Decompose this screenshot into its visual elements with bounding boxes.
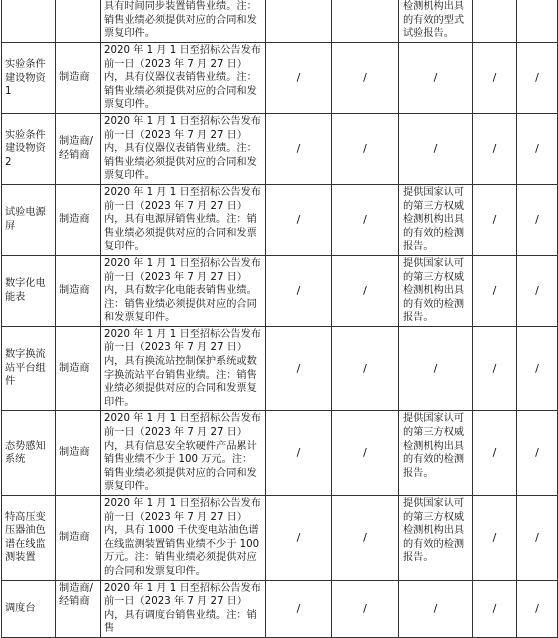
requirement-cell-5 bbox=[332, 0, 399, 43]
table-row bbox=[2, 326, 558, 411]
table-row bbox=[2, 113, 558, 184]
requirement-cell-8 bbox=[517, 0, 558, 43]
requirement-cell-7: / bbox=[473, 43, 517, 114]
requirement-cell-4: / bbox=[266, 184, 332, 255]
requirement-cell-7: / bbox=[473, 184, 517, 255]
supplier-type-cell: 制造商 bbox=[56, 411, 101, 496]
requirement-cell-5: / bbox=[332, 255, 399, 326]
requirement-cell-7: / bbox=[473, 580, 517, 637]
requirement-cell-4: / bbox=[266, 113, 332, 184]
performance-requirement-cell: 2020 年 1 月 1 日至招标公告发布前一日（2023 年 7 月 27 日）内，具有数字化电能表销售业绩。注：销售业绩必须提供对应的合同和发票复印件。 bbox=[101, 255, 266, 326]
requirement-cell-5: / bbox=[332, 496, 399, 581]
product-name-cell: 数字换流站平台组件 bbox=[2, 326, 56, 411]
performance-requirement-cell: 具有时间同步装置销售业绩。注：销售业绩必须提供对应的合同和发票复印件。 bbox=[101, 0, 266, 43]
supplier-type-cell bbox=[56, 0, 101, 43]
requirement-cell-7: / bbox=[473, 255, 517, 326]
performance-requirement-cell: 2020 年 1 月 1 日至招标公告发布前一日（2023 年 7 月 27 日）内，具有仪器仪表销售业绩。注：销售业绩必须提供对应的合同和发票复印件。 bbox=[101, 43, 266, 114]
requirement-cell-8: / bbox=[517, 411, 558, 496]
performance-requirement-cell: 2020 年 1 月 1 日至招标公告发布前一日（2023 年 7 月 27 日）内，具有信息安全软硬件产品累计销售业绩不少于 100 万元。注：销售业绩必须提供对应的合同和发票复印件。 bbox=[101, 411, 266, 496]
product-name-cell: 态势感知系统 bbox=[2, 411, 56, 496]
requirement-cell-4 bbox=[266, 0, 332, 43]
requirement-cell-5: / bbox=[332, 580, 399, 637]
supplier-type-cell: 制造商/经销商 bbox=[56, 113, 101, 184]
requirement-cell-8: / bbox=[517, 255, 558, 326]
performance-requirement-cell: 2020 年 1 月 1 日至招标公告发布前一日（2023 年 7 月 27 日）内，具有仪器仪表销售业绩。注：销售业绩必须提供对应的合同和发票复印件。 bbox=[101, 113, 266, 184]
requirement-cell-5: / bbox=[332, 113, 399, 184]
product-name-cell: 数字化电能表 bbox=[2, 255, 56, 326]
product-name-cell: 特高压变压器油色谱在线监测装置 bbox=[2, 496, 56, 581]
requirement-cell-8: / bbox=[517, 184, 558, 255]
requirement-cell-7: / bbox=[473, 411, 517, 496]
performance-requirement-cell: 2020 年 1 月 1 日至招标公告发布前一日（2023 年 7 月 27 日）内，具有换流站控制保护系统或数字换流站平台销售业绩。注：销售业绩必须提供对应的合同和发票复印件。 bbox=[101, 326, 266, 411]
test-report-cell: / bbox=[399, 580, 473, 637]
supplier-type-cell: 制造商 bbox=[56, 496, 101, 581]
table-row bbox=[2, 184, 558, 255]
product-name-cell bbox=[2, 0, 56, 43]
requirement-cell-5: / bbox=[332, 184, 399, 255]
supplier-type-cell: 制造商 bbox=[56, 184, 101, 255]
supplier-type-cell: 制造商 bbox=[56, 326, 101, 411]
test-report-cell: 提供国家认可的第三方权威检测机构出具的有效的检测报告。 bbox=[399, 255, 473, 326]
table-row bbox=[2, 496, 558, 581]
requirement-cell-8: / bbox=[517, 496, 558, 581]
performance-requirement-cell: 2020 年 1 月 1 日至招标公告发布前一日（2023 年 7 月 27 日）内，具有调度台销售业绩。注：销售 bbox=[101, 580, 266, 637]
requirement-cell-5: / bbox=[332, 326, 399, 411]
test-report-cell: 提供国家认可的第三方权威检测机构出具的有效的检测报告。 bbox=[399, 496, 473, 581]
performance-requirement-cell: 2020 年 1 月 1 日至招标公告发布前一日（2023 年 7 月 27 日）内，具有 1000 千伏变电站油色谱在线监测装置销售业绩不少于 100 万元。注：销售业绩必须提供对应的合同和发票复印件。 bbox=[101, 496, 266, 581]
supplier-type-cell: 制造商/经销商 bbox=[56, 580, 101, 637]
requirement-cell-7: / bbox=[473, 113, 517, 184]
requirement-cell-5: / bbox=[332, 411, 399, 496]
table-row bbox=[2, 0, 558, 43]
table-row bbox=[2, 580, 558, 637]
table-row bbox=[2, 411, 558, 496]
test-report-cell: 提供国家认可的第三方权威检测机构出具的有效的检测报告。 bbox=[399, 184, 473, 255]
requirement-cell-4: / bbox=[266, 326, 332, 411]
requirement-cell-4: / bbox=[266, 43, 332, 114]
requirement-cell-4: / bbox=[266, 580, 332, 637]
requirement-cell-8: / bbox=[517, 113, 558, 184]
table-row bbox=[2, 255, 558, 326]
product-name-cell: 试验电源屏 bbox=[2, 184, 56, 255]
supplier-type-cell: 制造商 bbox=[56, 43, 101, 114]
product-name-cell: 调度台 bbox=[2, 580, 56, 637]
requirement-cell-4: / bbox=[266, 255, 332, 326]
test-report-cell: / bbox=[399, 43, 473, 114]
table-row bbox=[2, 43, 558, 114]
requirement-cell-8: / bbox=[517, 580, 558, 637]
requirement-cell-4: / bbox=[266, 496, 332, 581]
requirement-cell-5: / bbox=[332, 43, 399, 114]
requirement-cell-7: / bbox=[473, 496, 517, 581]
procurement-requirements-table bbox=[1, 0, 558, 638]
requirement-cell-8: / bbox=[517, 43, 558, 114]
test-report-cell: 提供国家认可的第三方权威检测机构出具的有效的检测报告。 bbox=[399, 411, 473, 496]
requirement-cell-4: / bbox=[266, 411, 332, 496]
performance-requirement-cell: 2020 年 1 月 1 日至招标公告发布前一日（2023 年 7 月 27 日）内，具有电源屏销售业绩。注：销售业绩必须提供对应的合同和发票复印件。 bbox=[101, 184, 266, 255]
product-name-cell: 实验条件建设物资2 bbox=[2, 113, 56, 184]
test-report-cell: / bbox=[399, 113, 473, 184]
requirement-cell-7 bbox=[473, 0, 517, 43]
requirement-cell-7: / bbox=[473, 326, 517, 411]
supplier-type-cell: 制造商 bbox=[56, 255, 101, 326]
product-name-cell: 实验条件建设物资1 bbox=[2, 43, 56, 114]
test-report-cell: 检测机构出具的有效的型式试验报告。 bbox=[399, 0, 473, 43]
test-report-cell: / bbox=[399, 326, 473, 411]
requirement-cell-8: / bbox=[517, 326, 558, 411]
